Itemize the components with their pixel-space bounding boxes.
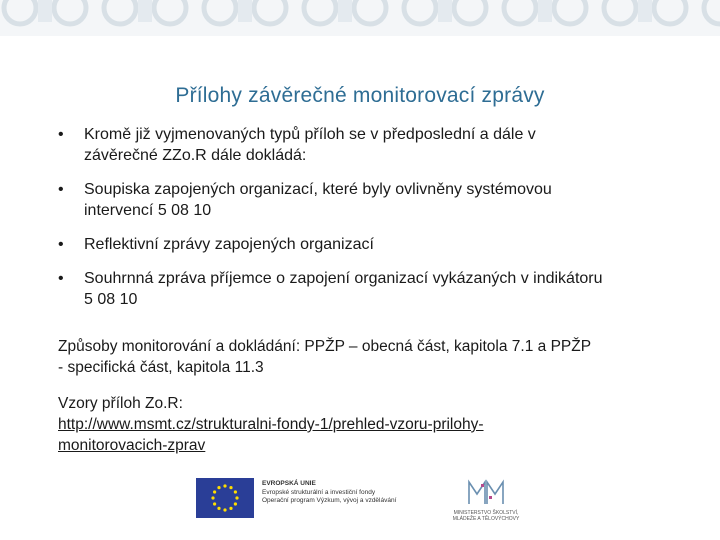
footer-logos [196, 474, 536, 524]
list-item-line: Reflektivní zprávy zapojených organizací [84, 236, 374, 253]
eu-logo-heading: EVROPSKÁ UNIE [262, 480, 316, 487]
ministry-logo-line: MINISTERSTVO ŠKOLSTVÍ, [453, 510, 519, 516]
ministry-logo-text [441, 510, 531, 522]
monitoring-paragraph [58, 336, 678, 378]
bullet-icon: • [58, 126, 64, 143]
list-item [58, 124, 678, 166]
ministry-logo [441, 474, 531, 524]
bullet-list [58, 124, 678, 323]
eu-logo-text [262, 480, 396, 506]
templates-label: Vzory příloh Zo.R: [58, 395, 183, 412]
monitoring-line: - specifická část, kapitola 11.3 [58, 359, 264, 376]
ministry-logo-line: MLÁDEŽE A TĚLOVÝCHOVY [452, 516, 520, 522]
eu-logo-line: Operační program Výzkum, vývoj a vzdělávání [262, 497, 397, 504]
list-item-line: Kromě již vyjmenovaných typů příloh se v předposlední a dále v [84, 126, 536, 143]
list-item-line: 5 08 10 [84, 291, 138, 308]
templates-link-line[interactable]: monitorovacich-zprav [58, 437, 206, 454]
list-item [58, 234, 678, 255]
templates-link-line[interactable]: http://www.msmt.cz/strukturalni-fondy-1/prehled-vzoru-prilohy- [58, 416, 484, 433]
page-title: Přílohy závěrečné monitorovací zprávy [175, 84, 545, 107]
bullet-icon: • [58, 236, 64, 253]
eu-logo-line: Evropské strukturální a investiční fondy [262, 488, 376, 496]
templates-paragraph [58, 393, 678, 456]
list-item-line: Soupiska zapojených organizací, které byly ovlivněny systémovou [84, 181, 552, 198]
ministry-emblem-icon [441, 474, 531, 510]
decorative-header-band [0, 0, 720, 36]
list-item-line: Souhrnná zpráva příjemce o zapojení organizací vykázaných v indikátoru [84, 270, 603, 287]
bullet-icon: • [58, 270, 64, 287]
templates-link[interactable] [58, 414, 678, 456]
list-item [58, 268, 678, 310]
bullet-icon: • [58, 181, 64, 198]
list-item-line: závěrečné ZZo.R dále dokládá: [84, 147, 307, 164]
list-item [58, 179, 678, 221]
eu-flag-icon [196, 478, 254, 518]
list-item-line: intervencí 5 08 10 [84, 202, 212, 219]
monitoring-line: Způsoby monitorování a dokládání: PPŽP – obecná část, kapitola 7.1 a PPŽP [58, 338, 592, 355]
